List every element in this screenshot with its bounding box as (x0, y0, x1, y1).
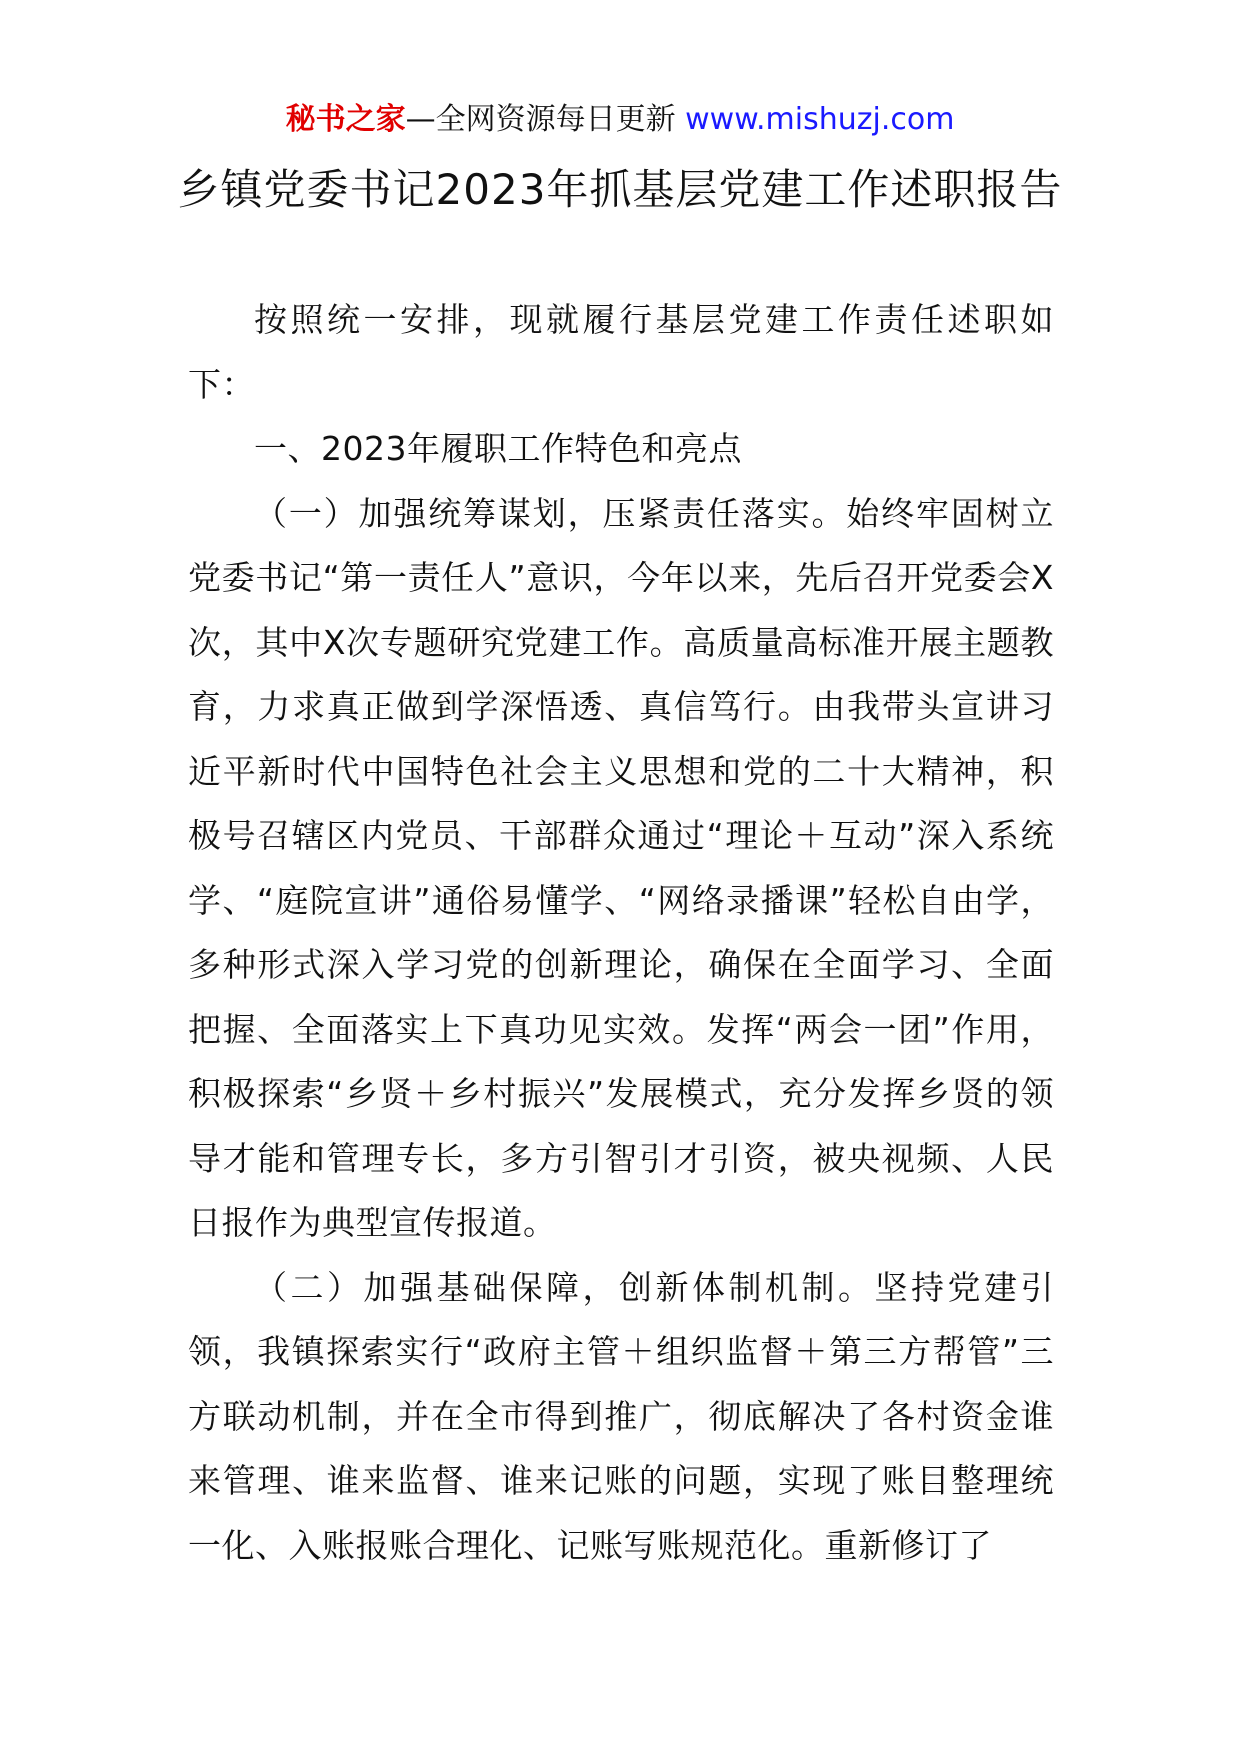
body-paragraph: （二）加强基础保障，创新体制机制。坚持党建引领，我镇探索实行“政府主管＋组织监督＋第三方帮管”三方联动机制，并在全市得到推广，彻底解决了各村资金谁来管理、谁来监督、谁来记账的问题，实现了账目整理统一化、入账报账合理化、记账写账规范化。重新修订了 (188, 1267, 1054, 1565)
header-tagline: —全网资源每日更新 (405, 102, 686, 137)
body-paragraph: （一）加强统筹谋划，压紧责任落实。始终牢固树立党委书记“第一责任人”意识，今年以来，先后召开党委会X次，其中X次专题研究党建工作。高质量高标准开展主题教育，力求真正做到学深悟透、真信笃行。由我带头宣讲习近平新时代中国特色社会主义思想和党的二十大精神，积极号召辖区内党员、干部群众通过“理论＋互动”深入系统学、“庭院宣讲”通俗易懂学、“网络录播课”轻松自由学，多种形式深入学习党的创新理论，确保在全面学习、全面把握、全面落实上下真功见实效。发挥“两会一团”作用，积极探索“乡贤＋乡村振兴”发展模式，充分发挥乡贤的领导才能和管理专长，多方引智引才引资，被央视频、人民日报作为典型宣传报道。 (188, 493, 1054, 1242)
brand-name: 秘书之家 (285, 102, 406, 137)
document-title: 乡镇党委书记2023年抓基层党建工作述职报告 (177, 165, 1063, 214)
document-body (188, 288, 1054, 1578)
section-heading: 一、2023年履职工作特色和亮点 (254, 429, 742, 468)
site-header (0, 96, 1240, 144)
intro-paragraph: 按照统一安排，现就履行基层党建工作责任述职如下： (188, 300, 1054, 404)
site-url-link[interactable]: www.mishuzj.com (685, 102, 955, 137)
